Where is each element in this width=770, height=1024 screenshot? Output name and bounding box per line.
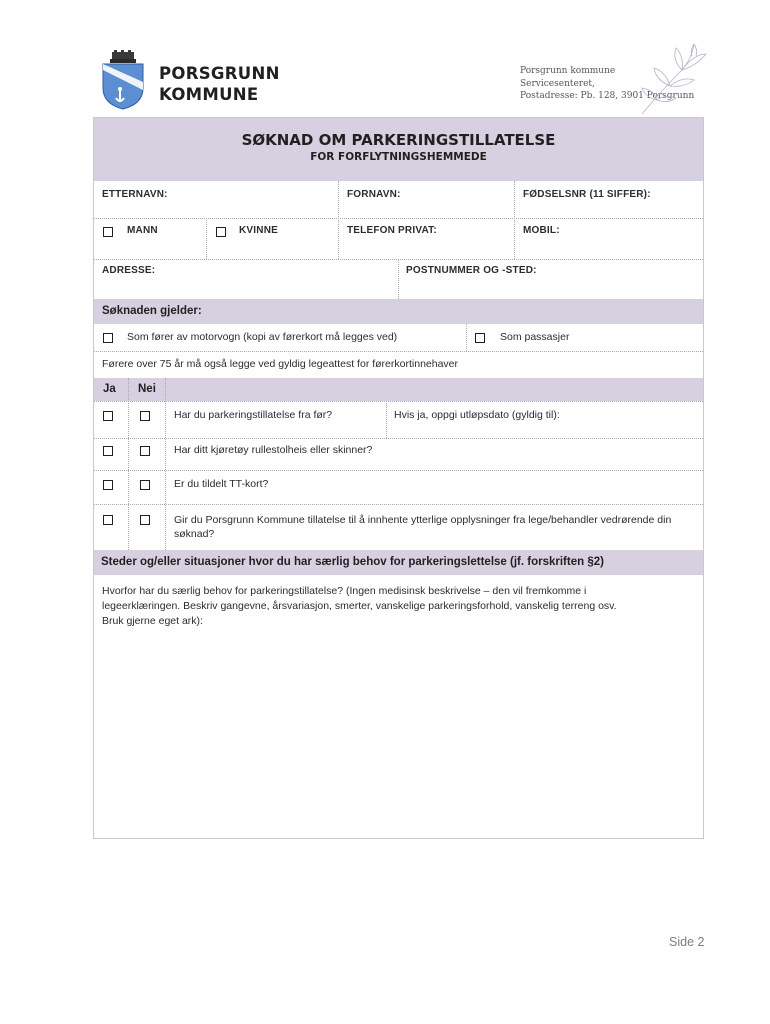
adresse-label: ADRESSE: — [102, 265, 156, 276]
logo-line-1: PORSGRUNN — [159, 64, 280, 83]
mann-label: MANN — [127, 225, 158, 236]
fodselsnr-label: FØDSELSNR (11 SIFFER): — [523, 189, 651, 200]
q1-no-checkbox[interactable] — [140, 411, 150, 421]
divider — [165, 378, 166, 550]
q3-no-checkbox[interactable] — [140, 480, 150, 490]
fornavn-label: FORNAVN: — [347, 189, 401, 200]
divider — [206, 218, 207, 259]
q1-followup: Hvis ja, oppgi utløpsdato (gyldig til): — [394, 409, 560, 421]
q3-yes-checkbox[interactable] — [103, 480, 113, 490]
q1-yes-checkbox[interactable] — [103, 411, 113, 421]
driver-option-label: Som fører av motorvogn (kopi av førerkort må legges ved) — [127, 331, 398, 343]
divider — [338, 181, 339, 259]
telefon-label: TELEFON PRIVAT: — [347, 225, 437, 236]
municipality-name — [159, 63, 280, 105]
no-column-header: Nei — [138, 383, 156, 395]
needs-text-area[interactable] — [94, 630, 703, 838]
divider — [128, 378, 129, 550]
divider — [94, 470, 703, 471]
address-line-2: Servicesenteret, — [520, 78, 595, 89]
passenger-checkbox[interactable] — [475, 333, 485, 343]
application-heading: Søknaden gjelder: — [102, 305, 202, 317]
age-note: Førere over 75 år må også legge ved gyldig legeattest for førerkortinnehaver — [102, 358, 459, 370]
needs-instruction-line-2: legeerklæringen. Beskriv gangevne, årsvariasjon, smerter, vanskelige parkeringsforhold, vanskelig terreng osv. — [102, 600, 617, 612]
flower-illustration-icon — [632, 40, 712, 116]
form-title: SØKNAD OM PARKERINGSTILLATELSE — [241, 131, 556, 149]
divider — [94, 218, 703, 219]
q2-question: Har ditt kjøretøy rullestolheis eller skinner? — [174, 444, 373, 456]
divider — [94, 438, 703, 439]
driver-checkbox[interactable] — [103, 333, 113, 343]
q4-question: Gir du Porsgrunn Kommune tillatelse til å innhente ytterlige opplysninger fra lege/behandler vedrørende din søknad? — [174, 514, 672, 540]
postnummer-label: POSTNUMMER OG -STED: — [406, 265, 537, 276]
q3-question: Er du tildelt TT-kort? — [174, 478, 269, 490]
mann-checkbox[interactable] — [103, 227, 113, 237]
form-subtitle: FOR FORFLYTNINGSHEMMEDE — [310, 151, 487, 163]
divider — [94, 504, 703, 505]
address-line-1: Porsgrunn kommune — [520, 66, 616, 76]
q2-yes-checkbox[interactable] — [103, 446, 113, 456]
needs-heading: Steder og/eller situasjoner hvor du har særlig behov for parkeringslettelse (jf. forskriften §2) — [101, 556, 604, 568]
yes-column-header: Ja — [103, 383, 116, 395]
divider — [94, 401, 703, 402]
q4-no-checkbox[interactable] — [140, 515, 150, 525]
q1-question: Har du parkeringstillatelse fra før? — [174, 409, 333, 421]
divider — [386, 401, 387, 438]
divider — [466, 324, 467, 351]
q2-no-checkbox[interactable] — [140, 446, 150, 456]
mobil-label: MOBIL: — [523, 225, 560, 236]
needs-instruction-line-3: Bruk gjerne eget ark): — [102, 615, 203, 627]
address-line-3: Postadresse: Pb. 128, 3901 Porsgrunn — [520, 91, 695, 101]
application-form — [93, 117, 704, 839]
logo-line-2: KOMMUNE — [159, 85, 259, 104]
divider — [398, 259, 399, 299]
yes-no-header-band — [94, 378, 703, 401]
etternavn-label: ETTERNAVN: — [102, 189, 168, 200]
needs-instruction-line-1: Hvorfor har du særlig behov for parkeringstillatelse? (Ingen medisinsk beskrivelse – den vil fremkomme i — [102, 585, 587, 597]
kvinne-checkbox[interactable] — [216, 227, 226, 237]
kvinne-label: KVINNE — [239, 225, 278, 236]
divider — [514, 181, 515, 259]
passenger-option-label: Som passasjer — [500, 331, 570, 343]
municipality-crest-icon — [100, 50, 146, 110]
title-band — [94, 118, 703, 181]
divider — [94, 351, 703, 352]
q4-yes-checkbox[interactable] — [103, 515, 113, 525]
page-number: Side 2 — [669, 935, 705, 949]
